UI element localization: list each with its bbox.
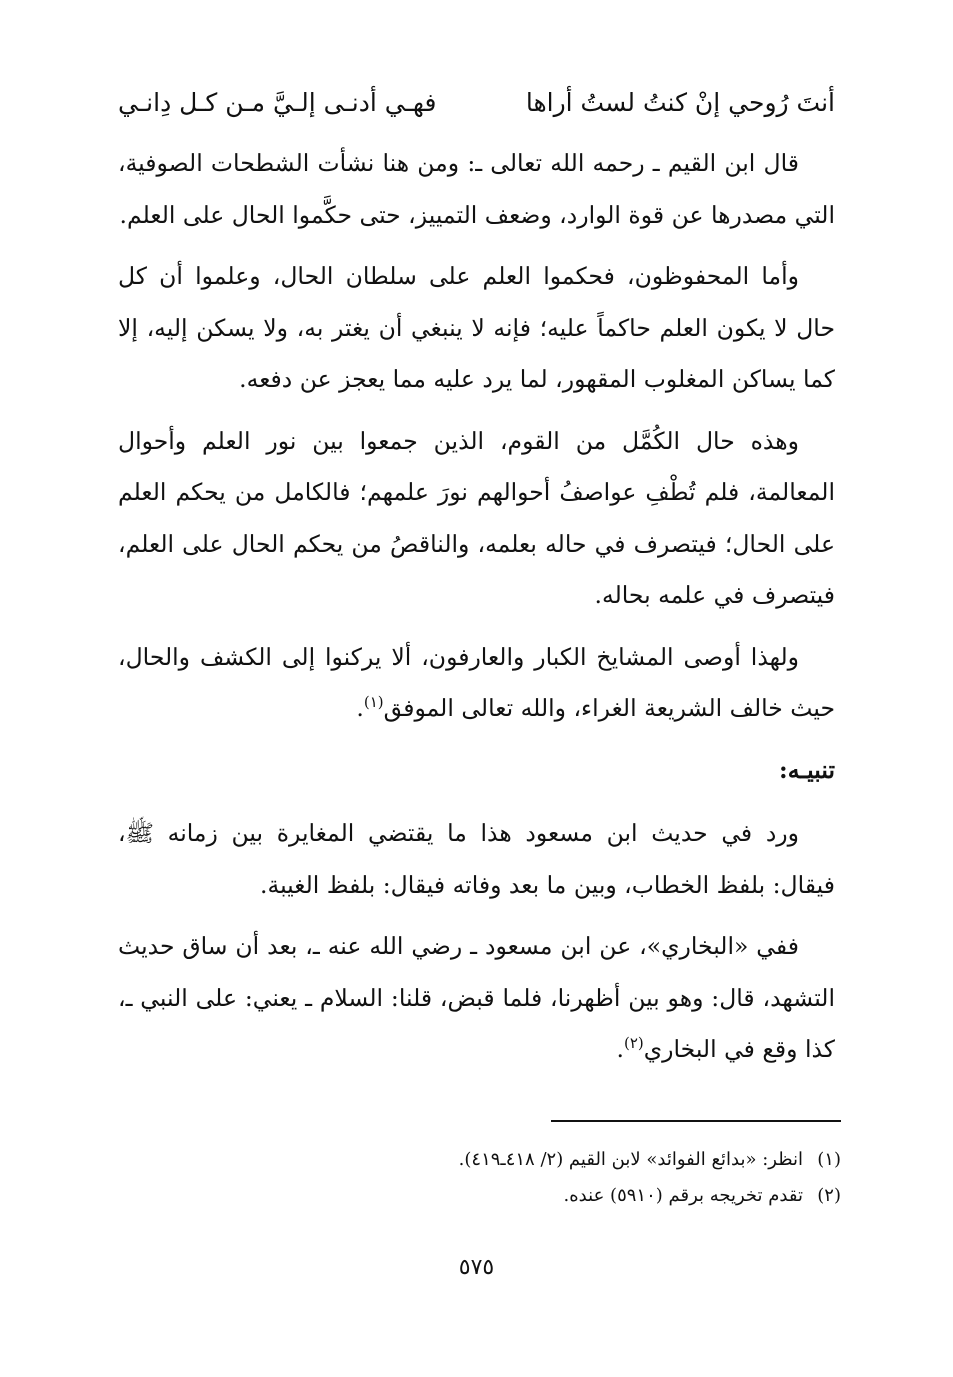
- footnote-item: [112, 1178, 841, 1214]
- poetry-verse: [118, 70, 835, 134]
- paragraph-mashayikh: [118, 632, 835, 735]
- verse-first-hemistich: أنتَ رُوحي إنْ كنتُ لستُ أراها: [525, 87, 835, 117]
- footnotes: [112, 1142, 841, 1214]
- note-heading: تنبيـه:: [779, 755, 835, 784]
- paragraph-ibn-masud: ورد في حديث ابن مسعود هذا ما يقتضي المغايرة بين زمانه ﷺ، فيقال: بلفظ الخطاب، وبين ما بعد وفاته فيقال: بلفظ الغيبة.: [118, 819, 835, 899]
- footnote-text: تقدم تخريجه برقم (٥٩١٠) عنده.: [563, 1185, 803, 1206]
- paragraph-mahfuzun: وأما المحفوظون، فحكموا العلم على سلطان الحال، وعلموا أن كل حال لا يكون العلم حاكماً عليه؛ فإنه لا ينبغي أن يغتر به، ولا يسكن إليه، إلا كما يساكن المغلوب المقهور، لما يرد عليه مما يعجز عن دفعه.: [118, 262, 835, 393]
- page-number: ٥٧٥: [458, 1255, 495, 1280]
- footnote-item: [112, 1142, 841, 1178]
- paragraph-ibn-qayyim: قال ابن القيم ـ رحمه الله تعالى ـ: ومن هنا نشأت الشطحات الصوفية، التي مصدرها عن قوة الوارد، وضعف التمييز، حتى حكَّموا الحال على العلم.: [118, 149, 835, 229]
- footnote-number: (٢): [817, 1185, 841, 1206]
- footnote-divider: [551, 1120, 841, 1122]
- paragraph-mashayikh-text: ولهذا أوصى المشايخ الكبار والعارفون، ألا يركنوا إلى الكشف والحال، حيث خالف الشريعة الغراء، والله تعالى الموفق: [118, 642, 835, 722]
- paragraph-bukhari-text: ففي «البخاري»، عن ابن مسعود ـ رضي الله عنه ـ، بعد أن ساق حديث التشهد، قال: وهو بين أظهرنا، فلما قبض، قلنا: السلام ـ يعني: على النبي ـ، كذا وقع في البخاري: [118, 932, 835, 1063]
- paragraph-kummal: وهذه حال الكُمَّل من القوم، الذين جمعوا بين نور العلم وأحوال المعالمة، فلم تُطْفِ عواصفُ أحوالهم نورَ علمهم؛ فالكامل من يحكم العلم على الحال؛ فيتصرف في حاله بعلمه، والناقصُ من يحكم الحال على العلم، فيتصرف في علمه بحاله.: [118, 426, 835, 609]
- footnote-marker-1: (١): [363, 693, 384, 712]
- paragraph-bukhari-end: .: [616, 1035, 624, 1063]
- paragraph-mashayikh-end: .: [356, 694, 364, 722]
- footnote-text: انظر: «بدائع الفوائد» لابن القيم (٢/ ٤١٨ـ٤١٩).: [458, 1149, 803, 1170]
- main-text: [118, 138, 835, 1086]
- paragraph-bukhari: [118, 921, 835, 1076]
- footnote-marker-2: (٢): [623, 1034, 644, 1053]
- footnote-number: (١): [817, 1149, 841, 1170]
- verse-second-hemistich: فهـي أدنـى إلـيَّ مـن كـل دِانـي: [118, 87, 437, 117]
